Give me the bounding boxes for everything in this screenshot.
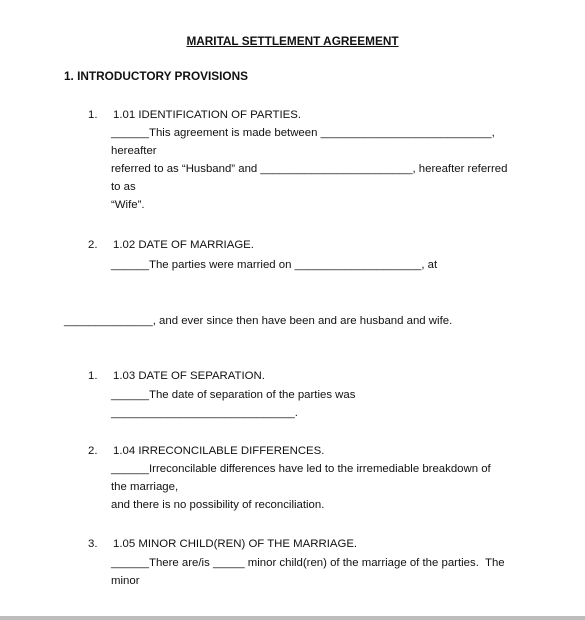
section-1-02-heading	[88, 236, 254, 254]
clause-line: ______There are/is _____ minor child(ren) of the marriage of the parties. The	[111, 557, 505, 569]
list-number: 1.	[88, 370, 98, 382]
section-1-04-heading	[88, 442, 324, 460]
document-title: MARITAL SETTLEMENT AGREEMENT	[186, 34, 399, 48]
section-1-03-heading	[88, 367, 265, 385]
section-1-04-body	[111, 460, 581, 514]
clause-line: ______This agreement is made between ___________________________,	[111, 127, 495, 139]
clause-heading: 1.05 MINOR CHILD(REN) OF THE MARRIAGE.	[113, 538, 358, 550]
clause-heading: 1.04 IRRECONCILABLE DIFFERENCES.	[113, 445, 325, 457]
clause-line: ______The parties were married on ____________________, at	[111, 259, 438, 271]
clause-heading: 1.03 DATE OF SEPARATION.	[113, 370, 265, 382]
list-number: 1.	[88, 109, 98, 121]
clause-heading: 1.02 DATE OF MARRIAGE.	[113, 239, 254, 251]
clause-heading: 1.01 IDENTIFICATION OF PARTIES.	[113, 109, 301, 121]
section-1-03-body	[111, 386, 581, 422]
page-bottom-edge	[0, 616, 585, 620]
clause-line: the marriage,	[111, 481, 179, 493]
section-heading: 1. INTRODUCTORY PROVISIONS	[64, 69, 248, 83]
clause-line: hereafter	[111, 145, 157, 157]
section-1-05-heading	[88, 535, 357, 553]
section-1-01-body	[111, 124, 581, 214]
list-number: 2.	[88, 445, 98, 457]
section-1-02-body	[111, 256, 581, 274]
marriage-continuation-line: ______________, and ever since then have been and are husband and wife.	[64, 315, 453, 327]
clause-line: ______Irreconcilable differences have led to the irremediable breakdown of	[111, 463, 491, 475]
clause-line: referred to as “Husband” and ________________________, hereafter referred	[111, 163, 508, 175]
clause-line: minor	[111, 575, 140, 587]
clause-line: “Wife”.	[111, 199, 145, 211]
list-number: 3.	[88, 538, 98, 550]
clause-line: _____________________________.	[111, 407, 298, 419]
clause-line: and there is no possibility of reconciliation.	[111, 499, 325, 511]
clause-line: to as	[111, 181, 136, 193]
section-1-05-body	[111, 554, 581, 590]
section-1-01-heading	[88, 106, 301, 124]
clause-line: ______The date of separation of the parties was	[111, 389, 356, 401]
list-number: 2.	[88, 239, 98, 251]
